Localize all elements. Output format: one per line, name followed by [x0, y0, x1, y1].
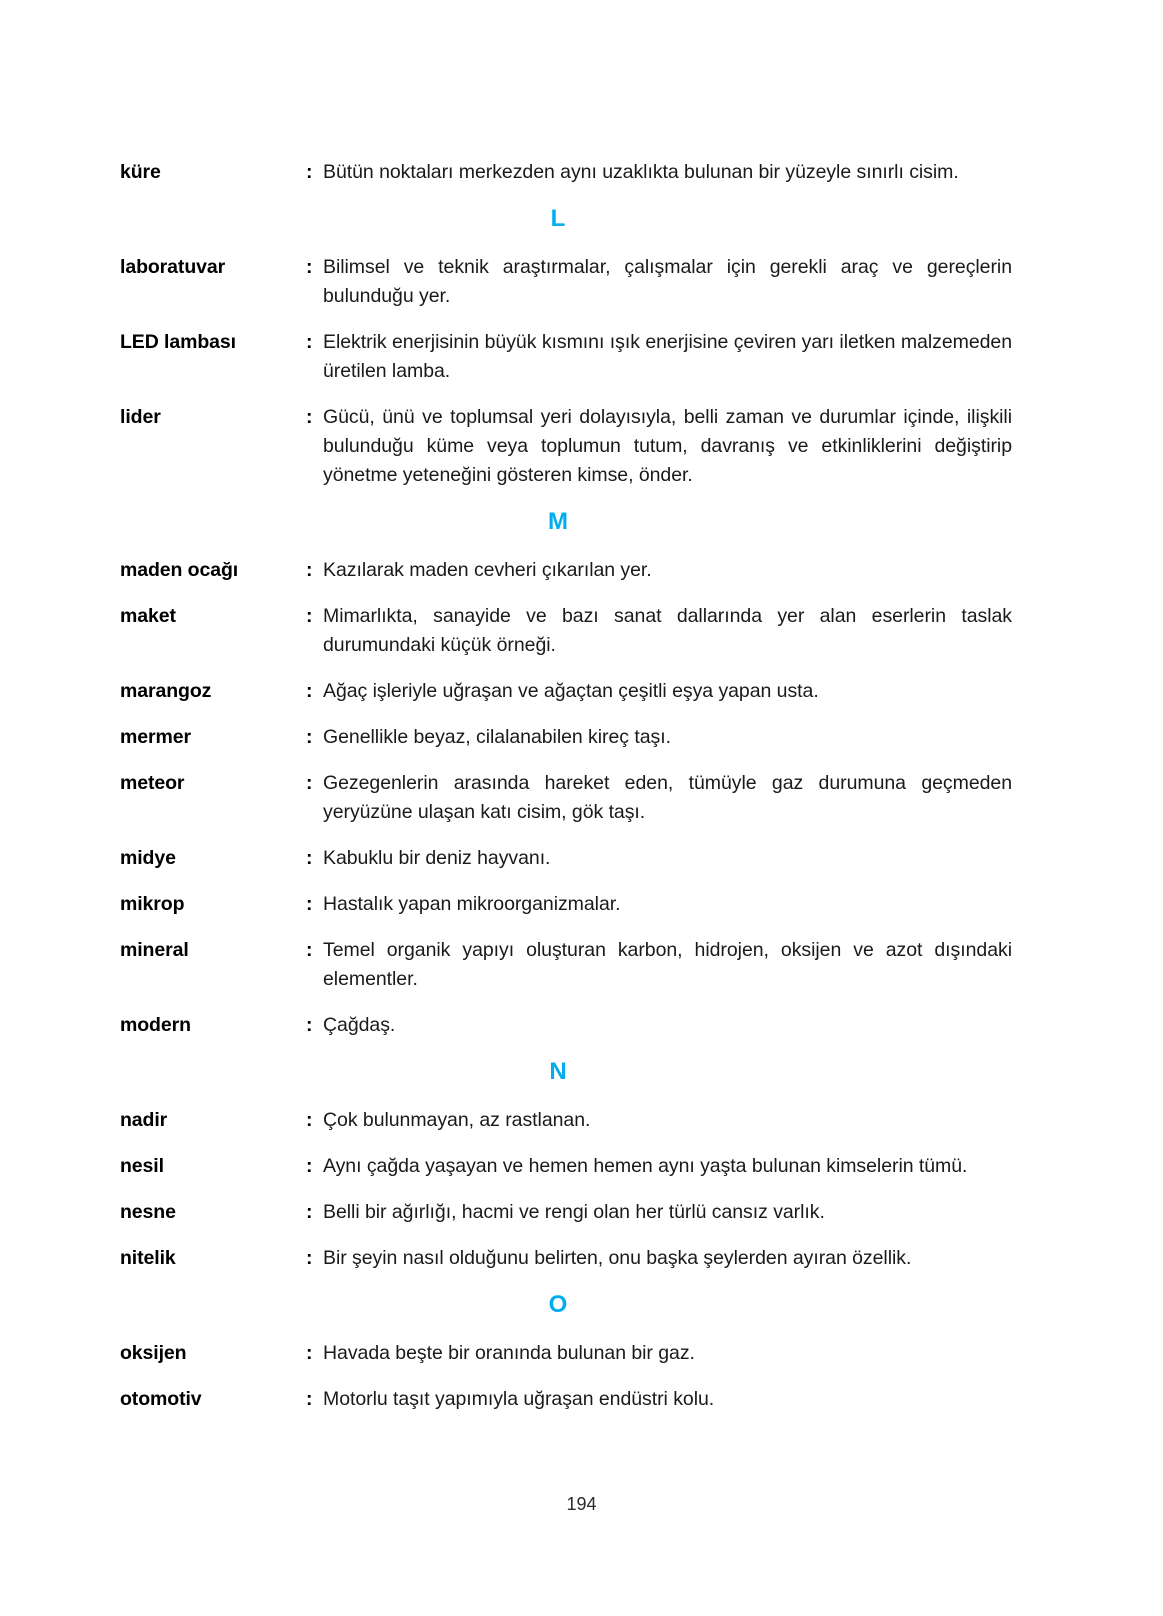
glossary-colon-separator: :: [306, 847, 313, 869]
glossary-entry: [120, 1385, 1012, 1414]
glossary-entry: [120, 1339, 1012, 1368]
glossary-entry: [120, 1152, 1012, 1181]
glossary-colon-separator: :: [306, 1388, 313, 1410]
section-letter-heading: L: [550, 205, 566, 232]
glossary-definition: Bir şeyin nasıl olduğunu belirten, onu başka şeylerden ayıran özellik.: [323, 1247, 912, 1269]
glossary-term: mineral: [120, 939, 189, 961]
glossary-colon-separator: :: [306, 1014, 313, 1036]
glossary-entry: [120, 403, 1012, 490]
glossary-definition: Gezegenlerin arasında hareket eden, tümüyle gaz durumuna geçmeden yeryüzüne ulaşan katı cisim, gök taşı.: [323, 772, 1012, 823]
glossary-term: maden ocağı: [120, 559, 239, 581]
glossary-term: meteor: [120, 772, 185, 794]
glossary-term: küre: [120, 161, 161, 183]
glossary-entry: [120, 844, 1012, 873]
glossary-entry: [120, 936, 1012, 994]
glossary-definition: Motorlu taşıt yapımıyla uğraşan endüstri kolu.: [323, 1388, 715, 1410]
glossary-definition: Bilimsel ve teknik araştırmalar, çalışmalar için gerekli araç ve gereçlerin bulunduğu yer.: [323, 256, 1012, 307]
glossary-entry: [120, 769, 1012, 827]
glossary-colon-separator: :: [306, 559, 313, 581]
glossary-entry: [120, 602, 1012, 660]
glossary-term: oksijen: [120, 1342, 187, 1364]
glossary-colon-separator: :: [306, 1342, 313, 1364]
glossary-term: nitelik: [120, 1247, 176, 1269]
glossary-definition: Kazılarak maden cevheri çıkarılan yer.: [323, 559, 652, 581]
glossary-definition: Mimarlıkta, sanayide ve bazı sanat dallarında yer alan eserlerin taslak durumundaki küçük örneği.: [323, 605, 1012, 656]
glossary-definition: Hastalık yapan mikroorganizmalar.: [323, 893, 621, 915]
glossary-colon-separator: :: [306, 406, 313, 428]
glossary-entry: [120, 890, 1012, 919]
glossary-definition: Havada beşte bir oranında bulunan bir gaz.: [323, 1342, 695, 1364]
glossary-colon-separator: :: [306, 680, 313, 702]
glossary-definition: Elektrik enerjisinin büyük kısmını ışık enerjisine çeviren yarı iletken malzemeden üretilen lamba.: [323, 331, 1012, 382]
glossary-term: nesil: [120, 1155, 164, 1177]
glossary-entry: [120, 1244, 1012, 1273]
glossary-colon-separator: :: [306, 1201, 313, 1223]
page-number: 194: [566, 1494, 597, 1514]
glossary-colon-separator: :: [306, 1155, 313, 1177]
glossary-term: otomotiv: [120, 1388, 202, 1410]
glossary-definition: Bütün noktaları merkezden aynı uzaklıkta bulunan bir yüzeyle sınırlı cisim.: [323, 161, 959, 183]
section-letter-heading: O: [548, 1291, 568, 1318]
glossary-colon-separator: :: [306, 772, 313, 794]
glossary-entry: [120, 328, 1012, 386]
glossary-term: mermer: [120, 726, 191, 748]
glossary-colon-separator: :: [306, 605, 313, 627]
glossary-term: laboratuvar: [120, 256, 226, 278]
section-letter-heading: N: [549, 1058, 567, 1085]
glossary-entry: [120, 1198, 1012, 1227]
glossary-entry-list: [120, 158, 1012, 1431]
glossary-term: mikrop: [120, 893, 185, 915]
glossary-term: midye: [120, 847, 176, 869]
glossary-entry: [120, 1011, 1012, 1040]
glossary-colon-separator: :: [306, 256, 313, 278]
glossary-definition: Kabuklu bir deniz hayvanı.: [323, 847, 551, 869]
glossary-definition: Gücü, ünü ve toplumsal yeri dolayısıyla, belli zaman ve durumlar içinde, ilişkili bulunduğu küme veya toplumun tutum, davranış ve etkinliklerini değiştirip yönetme yeteneğini gösteren kimse, önder.: [323, 406, 1012, 486]
glossary-entry: [120, 723, 1012, 752]
glossary-entry: [120, 1106, 1012, 1135]
glossary-colon-separator: :: [306, 161, 313, 183]
glossary-colon-separator: :: [306, 939, 313, 961]
glossary-colon-separator: :: [306, 331, 313, 353]
glossary-entry: [120, 677, 1012, 706]
glossary-entry: [120, 556, 1012, 585]
glossary-term: nesne: [120, 1201, 176, 1223]
glossary-term: nadir: [120, 1109, 168, 1131]
glossary-definition: Genellikle beyaz, cilalanabilen kireç taşı.: [323, 726, 671, 748]
glossary-colon-separator: :: [306, 1247, 313, 1269]
glossary-entry: [120, 158, 1012, 187]
glossary-term: modern: [120, 1014, 191, 1036]
glossary-colon-separator: :: [306, 726, 313, 748]
glossary-colon-separator: :: [306, 893, 313, 915]
glossary-entry: [120, 253, 1012, 311]
glossary-definition: Temel organik yapıyı oluşturan karbon, hidrojen, oksijen ve azot dışındaki elementler.: [323, 939, 1012, 990]
glossary-definition: Çağdaş.: [323, 1014, 396, 1036]
glossary-term: maket: [120, 605, 176, 627]
glossary-term: marangoz: [120, 680, 212, 702]
glossary-colon-separator: :: [306, 1109, 313, 1131]
glossary-term: lider: [120, 406, 161, 428]
section-letter-heading: M: [548, 508, 568, 535]
glossary-definition: Ağaç işleriyle uğraşan ve ağaçtan çeşitli eşya yapan usta.: [323, 680, 819, 702]
glossary-definition: Çok bulunmayan, az rastlanan.: [323, 1109, 591, 1131]
glossary-definition: Aynı çağda yaşayan ve hemen hemen aynı yaşta bulunan kimselerin tümü.: [323, 1155, 968, 1177]
glossary-term: LED lambası: [120, 331, 236, 353]
glossary-definition: Belli bir ağırlığı, hacmi ve rengi olan her türlü cansız varlık.: [323, 1201, 825, 1223]
